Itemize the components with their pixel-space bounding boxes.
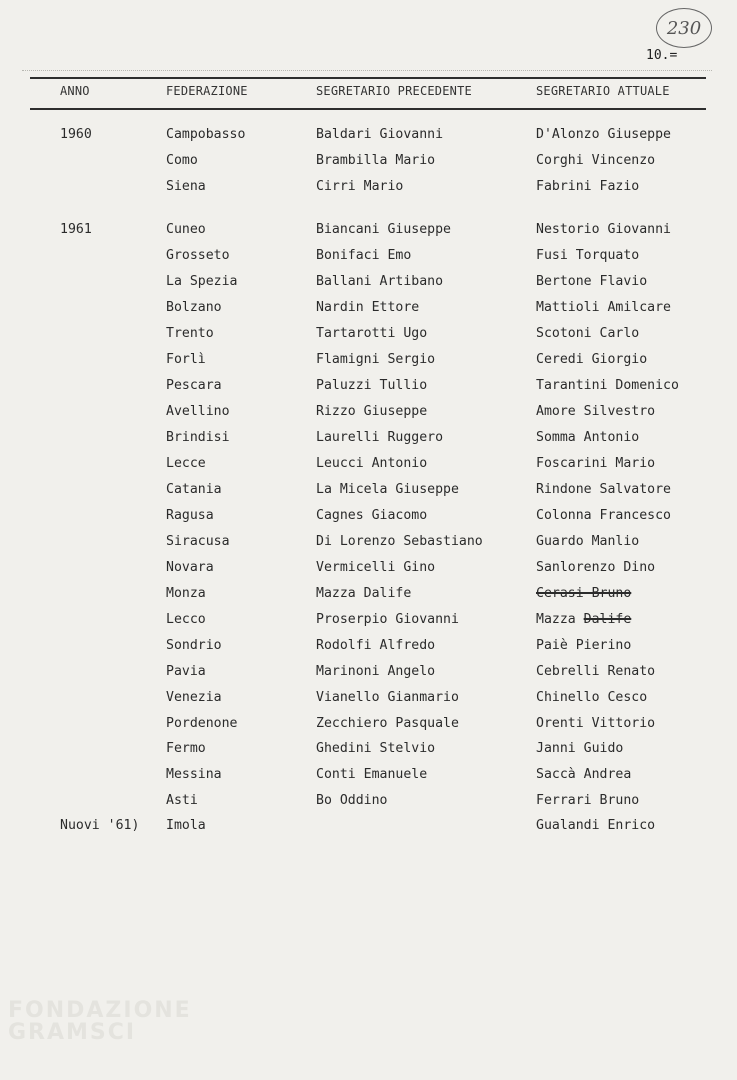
row-previous-secretary: Biancani Giuseppe xyxy=(316,222,451,237)
column-header-year: ANNO xyxy=(60,84,90,98)
row-federation: Brindisi xyxy=(166,430,230,445)
row-federation: Pordenone xyxy=(166,716,238,731)
row-previous-secretary: Proserpio Giovanni xyxy=(316,612,459,627)
row-current-secretary: Gualandi Enrico xyxy=(536,818,656,833)
row-federation: Venezia xyxy=(166,690,222,705)
row-current-secretary: Scotoni Carlo xyxy=(536,326,640,341)
struck-text: Dalife xyxy=(583,612,632,627)
row-federation: Ragusa xyxy=(166,508,214,523)
row-year: Nuovi '61) xyxy=(60,818,140,833)
row-current-secretary: Paiè Pierino xyxy=(536,638,632,653)
row-federation: Pescara xyxy=(166,378,222,393)
row-federation: Siena xyxy=(166,179,206,194)
watermark-line-2: GRAMSCI xyxy=(8,1020,137,1045)
row-current-secretary: Cebrelli Renato xyxy=(536,664,656,679)
row-federation: Fermo xyxy=(166,741,206,756)
row-federation: Asti xyxy=(166,793,198,808)
row-federation: Catania xyxy=(166,482,222,497)
row-previous-secretary: Vianello Gianmario xyxy=(316,690,459,705)
foundation-watermark xyxy=(8,1000,208,1044)
row-previous-secretary: Ballani Artibano xyxy=(316,274,444,289)
row-current-secretary: Colonna Francesco xyxy=(536,508,671,523)
row-federation: Messina xyxy=(166,767,222,782)
row-previous-secretary: Baldari Giovanni xyxy=(316,127,444,142)
row-previous-secretary: Laurelli Ruggero xyxy=(316,430,444,445)
row-previous-secretary: Vermicelli Gino xyxy=(316,560,436,575)
row-previous-secretary: Marinoni Angelo xyxy=(316,664,436,679)
row-previous-secretary: Di Lorenzo Sebastiano xyxy=(316,534,483,549)
column-header-previous-secretary: SEGRETARIO PRECEDENTE xyxy=(316,84,472,98)
row-federation: Imola xyxy=(166,818,206,833)
row-current-secretary: Tarantini Domenico xyxy=(536,378,679,393)
row-current-secretary: Somma Antonio xyxy=(536,430,640,445)
column-header-current-secretary: SEGRETARIO ATTUALE xyxy=(536,84,670,98)
row-current-secretary: Bertone Flavio xyxy=(536,274,648,289)
row-previous-secretary: Ghedini Stelvio xyxy=(316,741,436,756)
row-federation: Sondrio xyxy=(166,638,222,653)
row-previous-secretary: Cagnes Giacomo xyxy=(316,508,428,523)
watermark-line-1: FONDAZIONE xyxy=(8,998,192,1023)
row-previous-secretary: Rodolfi Alfredo xyxy=(316,638,436,653)
row-previous-secretary: Mazza Dalife xyxy=(316,586,412,601)
row-federation: Trento xyxy=(166,326,214,341)
row-previous-secretary: Nardin Ettore xyxy=(316,300,420,315)
archive-number: 230 xyxy=(666,17,702,39)
row-previous-secretary: La Micela Giuseppe xyxy=(316,482,459,497)
row-federation: Novara xyxy=(166,560,214,575)
row-current-secretary: Mazza Dalife xyxy=(536,612,632,627)
row-federation: Forlì xyxy=(166,352,206,367)
row-current-secretary: Nestorio Giovanni xyxy=(536,222,671,237)
row-current-secretary: Foscarini Mario xyxy=(536,456,656,471)
row-current-secretary: Janni Guido xyxy=(536,741,624,756)
row-previous-secretary: Rizzo Giuseppe xyxy=(316,404,428,419)
row-current-secretary: Sanlorenzo Dino xyxy=(536,560,656,575)
row-federation: Lecce xyxy=(166,456,206,471)
row-current-secretary: Fusi Torquato xyxy=(536,248,640,263)
row-current-secretary: D'Alonzo Giuseppe xyxy=(536,127,671,142)
row-federation: Siracusa xyxy=(166,534,230,549)
row-current-secretary: Chinello Cesco xyxy=(536,690,648,705)
row-federation: Como xyxy=(166,153,198,168)
row-current-secretary: Fabrini Fazio xyxy=(536,179,640,194)
row-previous-secretary: Leucci Antonio xyxy=(316,456,428,471)
row-previous-secretary: Cirri Mario xyxy=(316,179,404,194)
row-year: 1961 xyxy=(60,222,92,237)
row-previous-secretary: Bo Oddino xyxy=(316,793,388,808)
row-previous-secretary: Conti Emanuele xyxy=(316,767,428,782)
row-federation: Pavia xyxy=(166,664,206,679)
row-previous-secretary: Bonifaci Emo xyxy=(316,248,412,263)
row-federation: Monza xyxy=(166,586,206,601)
row-current-secretary: Guardo Manlio xyxy=(536,534,640,549)
row-federation: Grosseto xyxy=(166,248,230,263)
header-top-rule xyxy=(30,77,706,79)
row-current-secretary: Rindone Salvatore xyxy=(536,482,671,497)
row-year: 1960 xyxy=(60,127,92,142)
dotted-guide-line xyxy=(22,70,712,71)
row-previous-secretary: Paluzzi Tullio xyxy=(316,378,428,393)
row-current-secretary: Amore Silvestro xyxy=(536,404,656,419)
row-previous-secretary: Brambilla Mario xyxy=(316,153,436,168)
row-current-secretary: Cerasi Bruno xyxy=(536,586,632,601)
header-bottom-rule xyxy=(30,108,706,110)
row-federation: La Spezia xyxy=(166,274,238,289)
row-current-secretary: Saccà Andrea xyxy=(536,767,632,782)
row-current-secretary: Ferrari Bruno xyxy=(536,793,640,808)
row-current-secretary: Ceredi Giorgio xyxy=(536,352,648,367)
row-current-secretary: Orenti Vittorio xyxy=(536,716,656,731)
row-current-secretary: Corghi Vincenzo xyxy=(536,153,656,168)
row-previous-secretary: Zecchiero Pasquale xyxy=(316,716,459,731)
row-federation: Cuneo xyxy=(166,222,206,237)
page-number: 10.= xyxy=(646,48,678,63)
column-header-federation: FEDERAZIONE xyxy=(166,84,248,98)
row-federation: Lecco xyxy=(166,612,206,627)
row-federation: Avellino xyxy=(166,404,230,419)
row-previous-secretary: Flamigni Sergio xyxy=(316,352,436,367)
archive-number-stamp xyxy=(656,8,712,48)
row-previous-secretary: Tartarotti Ugo xyxy=(316,326,428,341)
row-federation: Campobasso xyxy=(166,127,246,142)
row-federation: Bolzano xyxy=(166,300,222,315)
row-current-secretary: Mattioli Amilcare xyxy=(536,300,671,315)
